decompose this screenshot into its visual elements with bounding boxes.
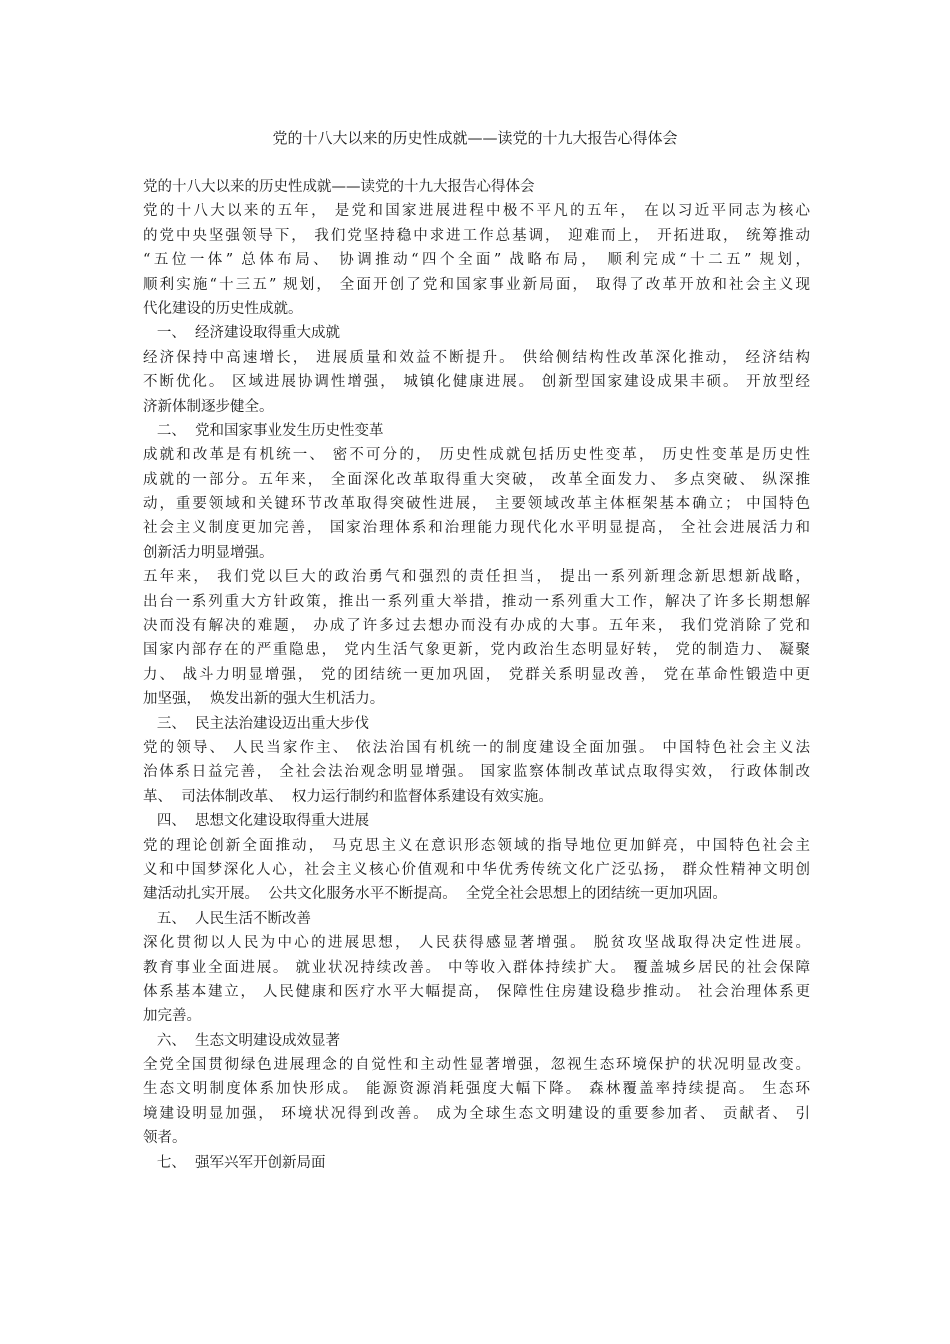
text-line: 领者。 — [143, 1130, 187, 1147]
text-line: 革、 司法体制改革、 权力运行制约和监督体系建设有效实施。 — [143, 788, 553, 805]
text-line: 五年来， 我们党以巨大的政治勇气和强烈的责任担当， 提出一系列新理念新思想新战略， — [143, 569, 810, 586]
text-line: 代化建设的历史性成就。 — [143, 300, 303, 317]
text-line: 治体系日益完善， 全社会法治观念明显增强。 国家监察体制改革试点取得实效， 行政体制改 — [143, 764, 810, 781]
text-line: 二、 党和国家事业发生历史性变革 — [143, 422, 384, 439]
text-line: 动，重要领域和关键环节改革取得突破性进展， 主要领域改革主体框架基本确立； 中国特色 — [143, 496, 810, 513]
text-line: 一、 经济建设取得重大成就 — [143, 325, 341, 342]
text-line: 经济保持中高速增长， 进展质量和效益不断提升。 供给侧结构性改革深化推动， 经济结构 — [143, 349, 810, 366]
text-line: 四、 思想文化建设取得重大进展 — [143, 813, 370, 830]
text-line: 成就和改革是有机统一、 密不可分的， 历史性成就包括历史性变革， 历史性变革是历史性 — [143, 447, 810, 464]
text-line: 体系基本建立， 人民健康和医疗水平大幅提高， 保障性住房建设稳步推动。 社会治理体系更 — [143, 983, 810, 1000]
text-line: 生态文明制度体系加快形成。 能源资源消耗强度大幅下降。 森林覆盖率持续提高。 生态环 — [143, 1081, 810, 1098]
text-line: 党的十八大以来的历史性成就——读党的十九大报告心得体会 — [143, 179, 535, 195]
text-line: 加坚强， 焕发出新的强大生机活力。 — [143, 691, 385, 708]
page-title: 党的十八大以来的历史性成就——读党的十九大报告心得体会 — [272, 129, 678, 147]
text-line: 五、 人民生活不断改善 — [143, 910, 312, 927]
text-line: 顺利实施“十三五” 规划， 全面开创了党和国家事业新局面， 取得了改革开放和社会主义现 — [143, 276, 810, 293]
text-line: 社会主义制度更加完善， 国家治理体系和治理能力现代化水平明显提高， 全社会进展活力和 — [143, 520, 810, 537]
text-line: 全党全国贯彻绿色进展理念的自觉性和主动性显著增强，忽视生态环境保护的状况明显改变。 — [143, 1057, 810, 1074]
text-line: 济新体制逐步健全。 — [143, 398, 274, 415]
text-line: 不断优化。 区域进展协调性增强， 城镇化健康进展。 创新型国家建设成果丰硕。 开放型经 — [143, 374, 810, 391]
text-line: 成就的一部分。五年来， 全面深化改革取得重大突破， 改革全面发力、 多点突破、 纵深推 — [143, 471, 810, 488]
text-line: “五位一体” 总体布局、 协调推动“四个全面” 战略布局， 顺利完成“十二五” 规划， — [143, 252, 810, 269]
text-line: 决而没有解决的难题， 办成了许多过去想办而没有办成的大事。五年来， 我们党消除了党和 — [143, 618, 810, 635]
text-line: 建活动扎实开展。 公共文化服务水平不断提高。 全党全社会思想上的团结统一更加巩固。 — [143, 886, 727, 903]
text-line: 的党中央坚强领导下， 我们党坚持稳中求进工作总基调， 迎难而上， 开拓进取， 统筹推动 — [143, 227, 810, 244]
text-line: 党的领导、 人民当家作主、 依法治国有机统一的制度建设全面加强。 中国特色社会主义法 — [143, 739, 810, 756]
text-line: 境建设明显加强， 环境状况得到改善。 成为全球生态文明建设的重要参加者、 贡献者、 引 — [143, 1105, 810, 1122]
text-line: 教育事业全面进展。 就业状况持续改善。 中等收入群体持续扩大。 覆盖城乡居民的社会保障 — [143, 959, 810, 976]
document-body — [143, 175, 810, 1175]
text-line: 七、 强军兴军开创新局面 — [143, 1154, 326, 1171]
text-line: 力、 战斗力明显增强， 党的团结统一更加巩固， 党群关系明显改善， 党在革命性锻造中更 — [143, 666, 810, 683]
text-line: 深化贯彻以人民为中心的进展思想， 人民获得感显著增强。 脱贫攻坚战取得决定性进展。 — [143, 935, 810, 952]
text-line: 创新活力明显增强。 — [143, 544, 274, 561]
text-line: 三、 民主法治建设迈出重大步伐 — [143, 715, 370, 732]
text-line: 六、 生态文明建设成效显著 — [143, 1032, 341, 1049]
text-line: 国家内部存在的严重隐患， 党内生活气象更新，党内政治生态明显好转， 党的制造力、 凝聚 — [143, 642, 810, 659]
text-line: 出台一系列重大方针政策，推出一系列重大举措，推动一系列重大工作，解决了许多长期想解 — [143, 593, 810, 610]
text-line: 党的理论创新全面推动， 马克思主义在意识形态领域的指导地位更加鲜亮，中国特色社会主 — [143, 837, 810, 854]
text-line: 加完善。 — [143, 1008, 201, 1025]
text-line: 义和中国梦深化人心，社会主义核心价值观和中华优秀传统文化广泛弘扬， 群众性精神文明创 — [143, 861, 810, 878]
text-line: 党的十八大以来的五年， 是党和国家进展进程中极不平凡的五年， 在以习近平同志为核心 — [143, 203, 810, 220]
